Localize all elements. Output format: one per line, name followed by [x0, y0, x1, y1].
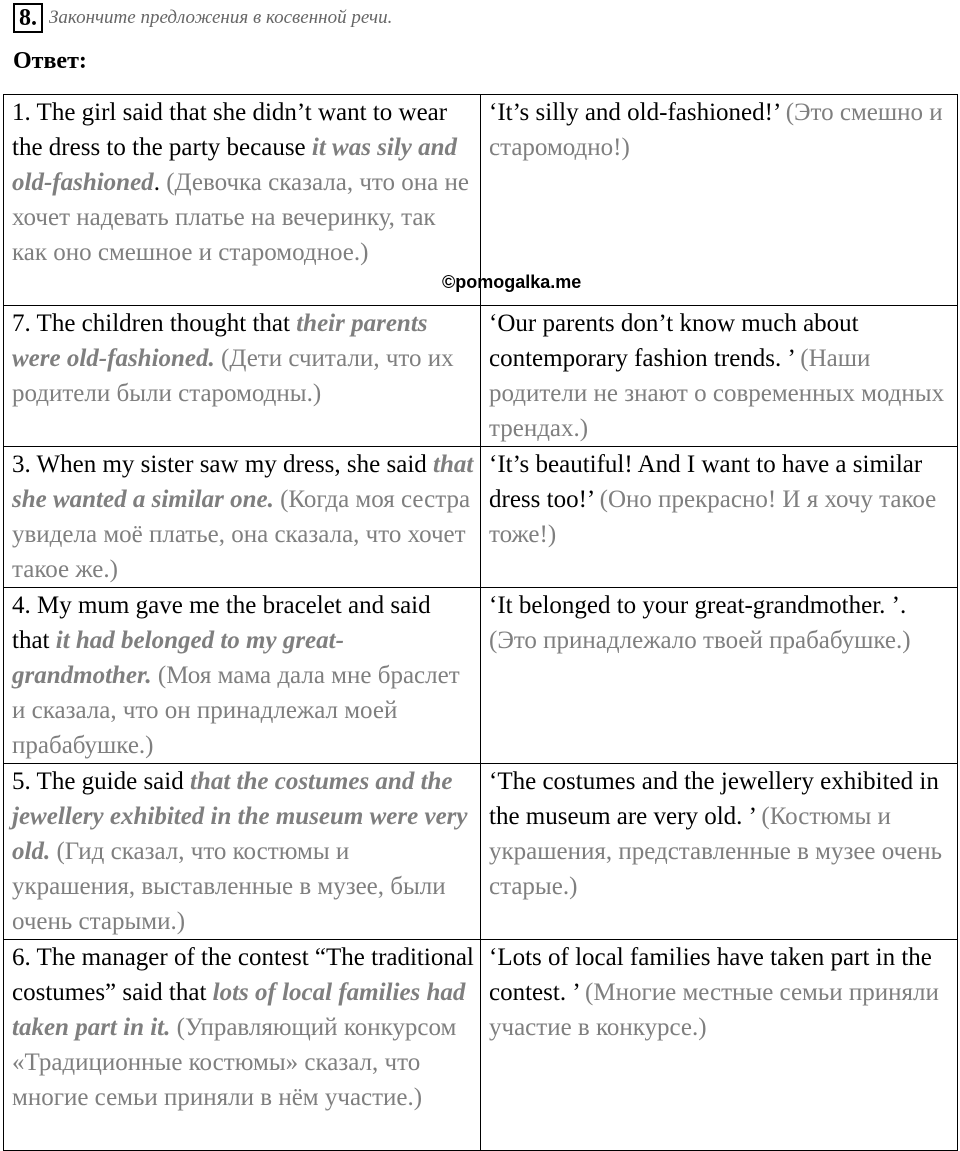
direct-speech-cell: [481, 588, 958, 764]
table-row: [4, 940, 958, 1151]
task-number: 8.: [13, 3, 43, 33]
translation-text: (Гид сказал, что костюмы и украшения, выставленные в музее, были очень старыми.): [12, 838, 446, 935]
translation-text: (Многие местные семьи приняли участие в конкурсе.): [489, 979, 939, 1041]
translation-text: (Оно прекрасно! И я хочу такое тоже!): [489, 486, 937, 548]
direct-speech-cell: [481, 306, 958, 447]
translation-text: (Наши родители не знают о современных модных трендах.): [489, 345, 945, 442]
quote-text: ‘Our parents don’t know much about contemporary fashion trends. ’: [489, 310, 859, 372]
answer-text: it was sily and old-fashioned: [12, 134, 458, 196]
translation-text: (Это принадлежало твоей прабабушке.): [489, 627, 911, 654]
reported-speech-cell: [4, 588, 481, 764]
direct-speech-cell: [481, 940, 958, 1151]
table-row: [4, 588, 958, 764]
answer-text: that she wanted a similar one.: [12, 451, 474, 513]
translation-text: (Моя мама дала мне браслет и сказала, что он принадлежал моей прабабушке.): [12, 662, 460, 759]
translation-text: (Это смешно и старомодно!): [489, 99, 943, 161]
translation-text: (Дети считали, что их родители были старомодны.): [12, 345, 454, 407]
reported-speech-cell: [4, 447, 481, 588]
answer-label: Ответ:: [13, 48, 87, 74]
watermark: ©pomogalka.me: [442, 272, 582, 292]
table-row: [4, 447, 958, 588]
sentence-prefix: 3. When my sister saw my dress, she said: [12, 451, 434, 478]
sentence-suffix: .: [153, 169, 167, 196]
task-header: [13, 3, 392, 33]
quote-text: ‘The costumes and the jewellery exhibited in the museum are very old. ’: [489, 768, 939, 830]
answer-table: [3, 94, 958, 1151]
direct-speech-cell: [481, 764, 958, 940]
sentence-prefix: 7. The children thought that: [12, 310, 297, 337]
sentence-prefix: 6. The manager of the contest “The traditional costumes” said that: [12, 944, 474, 1006]
quote-text: ‘Lots of local families have taken part in the contest. ’: [489, 944, 932, 1006]
answer-text: lots of local families had taken part in it.: [12, 979, 466, 1041]
reported-speech-cell: [4, 940, 481, 1151]
translation-text: (Когда моя сестра увидела моё платье, она сказала, что хочет такое же.): [12, 486, 471, 583]
sentence-prefix: 4. My mum gave me the bracelet and said that: [12, 592, 431, 654]
table-row: [4, 306, 958, 447]
quote-text: ‘It belonged to your great-grandmother. ’.: [489, 592, 907, 619]
direct-speech-cell: [481, 447, 958, 588]
reported-speech-cell: [4, 95, 481, 306]
answer-text: their parents were old-fashioned.: [12, 310, 428, 372]
table-row: [4, 764, 958, 940]
answer-text: that the costumes and the jewellery exhibited in the museum were very old.: [12, 768, 468, 865]
translation-text: (Костюмы и украшения, представленные в музее очень старые.): [489, 803, 943, 900]
sentence-prefix: 5. The guide said: [12, 768, 190, 795]
task-instruction: Закончите предложения в косвенной речи.: [49, 7, 393, 28]
translation-text: (Управляющий конкурсом «Традиционные костюмы» сказал, что многие семьи приняли в нём участие.): [12, 1014, 457, 1111]
reported-speech-cell: [4, 764, 481, 940]
sentence-prefix: 1. The girl said that she didn’t want to wear the dress to the party because: [12, 99, 448, 161]
quote-text: ‘It’s beautiful! And I want to have a similar dress too!’: [489, 451, 923, 513]
answer-text: it had belonged to my great-grandmother.: [12, 627, 344, 689]
translation-text: (Девочка сказала, что она не хочет надевать платье на вечеринку, так как оно смешное и старомодное.): [12, 169, 469, 266]
quote-text: ‘It’s silly and old-fashioned!’: [489, 99, 780, 126]
reported-speech-cell: [4, 306, 481, 447]
